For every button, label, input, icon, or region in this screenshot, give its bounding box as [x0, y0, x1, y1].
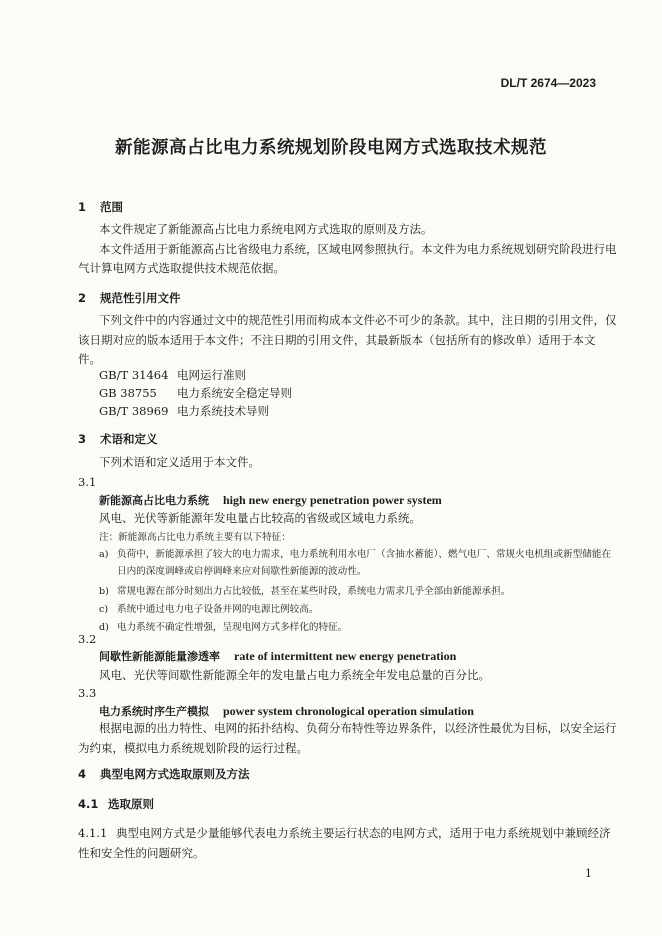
section-title: 范围 — [100, 200, 123, 214]
section-number: 2 — [78, 291, 87, 305]
term-chinese: 新能源高占比电力系统 — [99, 494, 209, 507]
reference-code: GB/T 31464 — [99, 368, 169, 382]
term-definition: 根据电源的出力特性、电网的拓扑结构、负荷分布特性等边界条件，以经济性最优为目标，以安全运行为约束，模拟电力系统规划阶段的运行过程。 — [78, 721, 617, 755]
reference-item — [99, 367, 246, 383]
section-number: 4 — [78, 767, 87, 781]
term-number: 3.1 — [78, 475, 97, 489]
section-number: 1 — [78, 200, 87, 214]
reference-item — [99, 385, 292, 401]
term-entry — [99, 703, 474, 719]
list-label: a) — [99, 549, 109, 560]
term-english: rate of intermittent new energy penetration — [234, 649, 457, 663]
list-label: b) — [99, 586, 109, 597]
paragraph: 下列术语和定义适用于本文件。 — [99, 455, 260, 469]
subsection-heading — [78, 796, 154, 812]
reference-title: 电网运行准则 — [177, 368, 246, 382]
section-title: 术语和定义 — [100, 432, 158, 446]
reference-code: GB/T 38969 — [99, 404, 169, 418]
list-text: 电力系统不确定性增强，呈现电网方式多样化的特征。 — [117, 622, 348, 633]
list-text: 负荷中，新能源承担了较大的电力需求，电力系统利用水电厂（含抽水蓄能）、燃气电厂、常规火电机组或新型储能在日内的深度调峰或启停调峰来应对间歇性新能源的波动性。 — [117, 549, 612, 577]
clause-text: 典型电网方式是少量能够代表电力系统主要运行状态的电网方式，适用于电力系统规划中兼顾经济性和安全性的问题研究。 — [78, 826, 611, 860]
clause-number: 4.1.1 — [78, 826, 108, 840]
page-title: 新能源高占比电力系统规划阶段电网方式选取技术规范 — [115, 138, 547, 158]
term-number: 3.2 — [78, 632, 97, 646]
term-english: high new energy penetration power system — [223, 493, 442, 507]
section-title: 规范性引用文件 — [100, 291, 181, 305]
section-heading — [78, 766, 250, 782]
note-list-item — [99, 546, 619, 580]
list-text: 系统中通过电力电子设备并网的电源比例较高。 — [117, 604, 319, 615]
section-heading — [78, 431, 158, 447]
term-english: power system chronological operation simulation — [223, 704, 474, 718]
note-list-item — [99, 619, 347, 633]
reference-item — [99, 403, 269, 419]
section-number: 3 — [78, 432, 87, 446]
section-heading — [78, 199, 123, 215]
list-label: d) — [99, 622, 109, 633]
paragraph: 本文件适用于新能源高占比省级电力系统，区域电网参照执行。本文件为电力系统规划研究阶段进行电气计算电网方式选取提供技术规范依据。 — [78, 242, 617, 275]
section-heading — [78, 290, 181, 306]
term-definition: 风电、光伏等新能源年发电量占比较高的省级或区域电力系统。 — [99, 511, 421, 525]
note: 注：新能源高占比电力系统主要有以下特征： — [99, 532, 291, 543]
note-list-item — [99, 583, 510, 597]
page-number: 1 — [585, 867, 592, 880]
term-chinese: 间歇性新能源能量渗透率 — [99, 650, 220, 663]
reference-title: 电力系统技术导则 — [177, 404, 269, 418]
subsection-title: 选取原则 — [108, 797, 154, 811]
term-entry — [99, 492, 442, 508]
paragraph: 本文件规定了新能源高占比电力系统电网方式选取的原则及方法。 — [99, 222, 433, 236]
term-chinese: 电力系统时序生产模拟 — [99, 705, 209, 718]
clause — [78, 824, 618, 863]
document-number: DL/T 2674—2023 — [500, 76, 596, 90]
reference-code: GB 38755 — [99, 386, 157, 400]
reference-title: 电力系统安全稳定导则 — [177, 386, 292, 400]
section-title: 典型电网方式选取原则及方法 — [100, 767, 250, 781]
term-entry — [99, 648, 456, 664]
list-label: c) — [99, 604, 109, 615]
paragraph: 下列文件中的内容通过文中的规范性引用而构成本文件必不可少的条款。其中，注日期的引用文件，仅该日期对应的版本适用于本文件；不注日期的引用文件，其最新版本（包括所有的修改单）适用于本文件。 — [78, 313, 617, 366]
list-text: 常规电源在部分时刻出力占比较低，甚至在某些时段，系统电力需求几乎全部由新能源承担。 — [117, 586, 511, 597]
subsection-number: 4.1 — [78, 797, 99, 811]
term-definition: 风电、光伏等间歇性新能源全年的发电量占电力系统全年发电总量的百分比。 — [99, 668, 490, 682]
note-list-item — [99, 601, 318, 615]
term-number: 3.3 — [78, 686, 97, 700]
